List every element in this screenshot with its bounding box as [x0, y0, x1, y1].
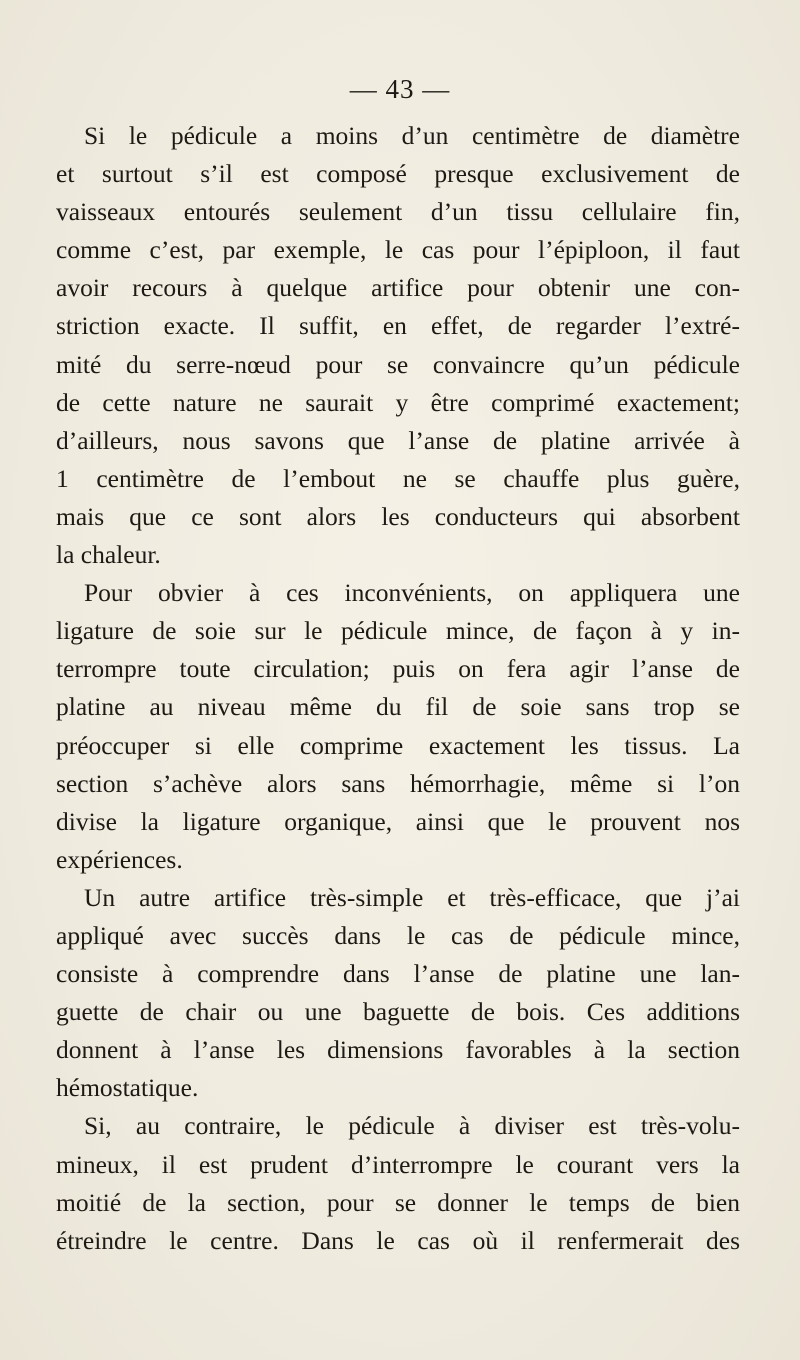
- text-line: striction exacte. Il suffit, en effet, de regarder l’extré-: [56, 311, 740, 341]
- text-line: Si, au contraire, le pédicule à diviser est très-volu-: [84, 1111, 740, 1141]
- text-line: vaisseaux entourés seulement d’un tissu cellulaire fin,: [56, 197, 740, 227]
- text-line: Pour obvier à ces inconvénients, on appliquera une: [84, 578, 740, 608]
- text-line: mais que ce sont alors les conducteurs qui absorbent: [56, 501, 740, 531]
- text-line: expériences.: [56, 844, 183, 874]
- text-line: la chaleur.: [56, 540, 161, 570]
- text-line: section s’achève alors sans hémorrhagie, même si l’on: [56, 768, 740, 798]
- text-line: Si le pédicule a moins d’un centimètre de diamètre: [84, 121, 740, 150]
- page-number: — 43 —: [349, 74, 451, 104]
- text-line: mineux, il est prudent d’interrompre le courant vers la: [56, 1149, 740, 1179]
- paragraph: [56, 879, 740, 1108]
- text-line: ligature de soie sur le pédicule mince, de façon à y in-: [56, 616, 740, 646]
- text-line: mité du serre-nœud pour se convaincre qu’un pédicule: [56, 349, 740, 379]
- text-line: guette de chair ou une baguette de bois. Ces additions: [56, 997, 740, 1027]
- text-line: comme c’est, par exemple, le cas pour l’épiploon, il faut: [56, 235, 740, 265]
- text-line: platine au niveau même du fil de soie sans trop se: [56, 692, 740, 722]
- text-line: étreindre le centre. Dans le cas où il renfermerait des: [56, 1225, 740, 1255]
- text-line: terrompre toute circulation; puis on fera agir l’anse de: [56, 654, 740, 684]
- text-line: et surtout s’il est composé presque exclusivement de: [56, 159, 740, 189]
- text-line: divise la ligature organique, ainsi que le prouvent nos: [56, 806, 740, 836]
- text-line: d’ailleurs, nous savons que l’anse de platine arrivée à: [56, 425, 740, 455]
- text-line: 1 centimètre de l’embout ne se chauffe plus guère,: [56, 463, 740, 493]
- text-line: hémostatique.: [56, 1073, 199, 1103]
- paragraph: [56, 574, 740, 879]
- text-line: de cette nature ne saurait y être comprimé exactement;: [56, 387, 740, 417]
- text-line: donnent à l’anse les dimensions favorables à la section: [56, 1035, 740, 1065]
- paragraph: [56, 117, 740, 574]
- text-line: moitié de la section, pour se donner le temps de bien: [56, 1187, 740, 1217]
- text-line: Un autre artifice très-simple et très-efficace, que j’ai: [84, 882, 740, 912]
- text-line: appliqué avec succès dans le cas de pédicule mince,: [56, 920, 740, 950]
- text-line: préoccuper si elle comprime exactement les tissus. La: [56, 730, 740, 760]
- text-line: consiste à comprendre dans l’anse de platine une lan-: [56, 959, 740, 989]
- body-text: [56, 117, 740, 1260]
- paragraph: [56, 1107, 740, 1259]
- text-line: avoir recours à quelque artifice pour obtenir une con-: [56, 273, 740, 303]
